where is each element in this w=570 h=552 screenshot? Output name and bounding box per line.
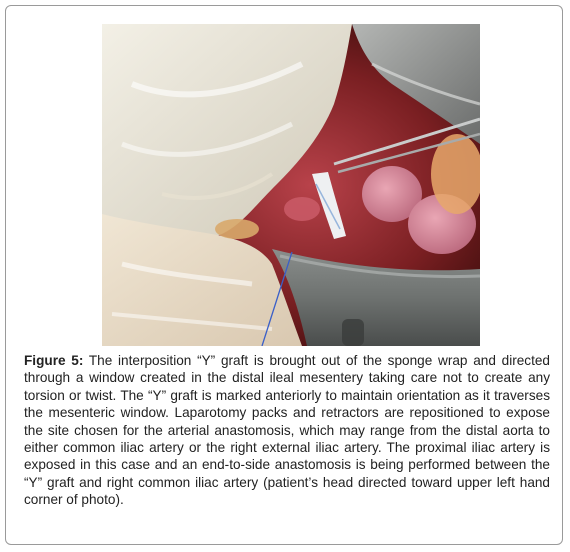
- figure-panel: [5, 5, 563, 545]
- figure-label: Figure 5:: [24, 353, 84, 368]
- figure-caption: [24, 352, 550, 509]
- figure-caption-text: The interposition “Y” graft is brought out of the sponge wrap and directed through a window created in the distal ileal mesentery taking care not to create any torsion or twist. The “Y” graft is marked anteriorly to maintain orientation as it traverses the mesenteric window. Laparotomy packs and retractors are repositioned to expose the site chosen for the arterial anastomosis, which may range from the distal aorta to either common iliac artery or the right external iliac artery. The proximal iliac artery is exposed in this case and an end-to-side anastomosis is being performed between the “Y” graft and right common iliac artery (patient’s head directed toward upper left hand corner of photo).: [24, 353, 550, 508]
- surgical-photo: [102, 24, 480, 346]
